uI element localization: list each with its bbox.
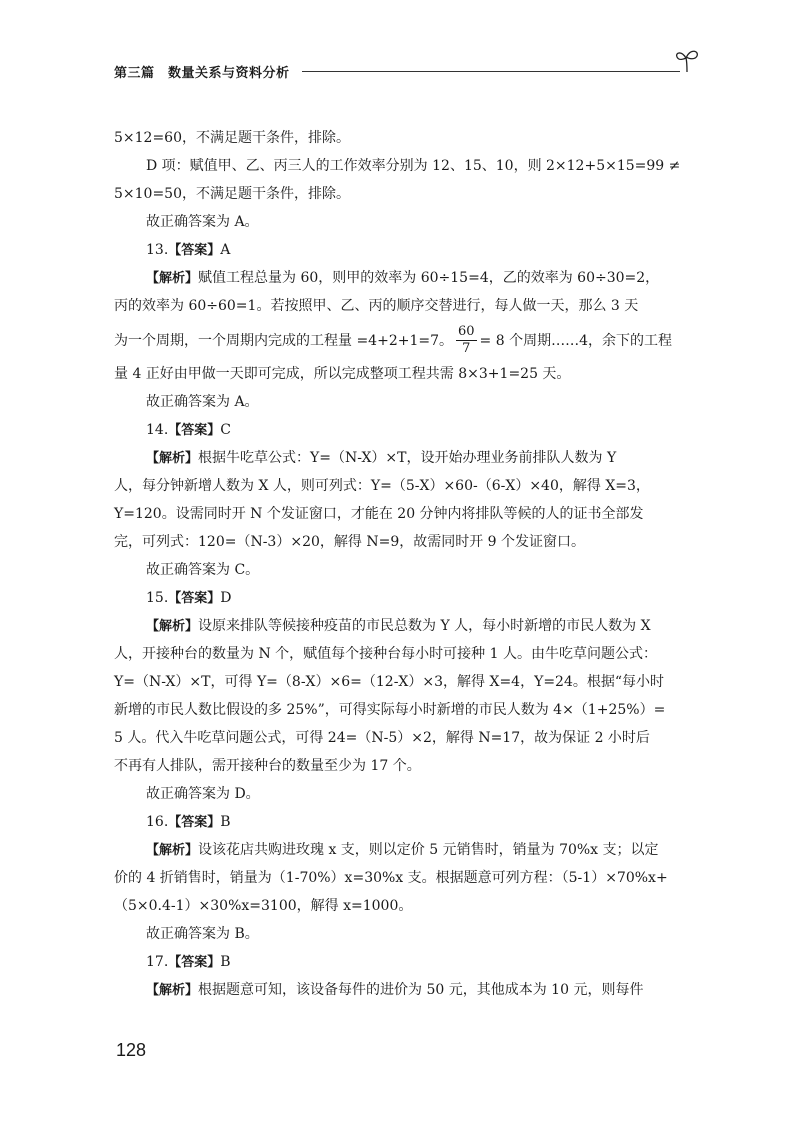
text-line: 5×10=50，不满足题干条件，排除。 [114, 186, 350, 202]
text-segment: = 8 个周期……4，余下的工程 [479, 333, 672, 349]
answer-value: C [220, 422, 231, 438]
section-title: 第三篇 数量关系与资料分析 [114, 66, 290, 81]
answer-tag: 【答案】 [168, 955, 221, 970]
text-line: 完，可列式：120=（N-3）×20，解得 N=9，故需同时开 9 个发证窗口。 [114, 534, 586, 550]
explanation-line [114, 264, 712, 292]
text-line: 新增的市民人数比假设的多 25%”，可得实际每小时新增的市民人数为 4×（1+25%）= [114, 702, 666, 718]
explanation-text: 设原来排队等候接种疫苗的市民总数为 Y 人，每小时新增的市民人数为 X [198, 618, 651, 634]
explanation-tag: 【解析】 [146, 983, 199, 998]
fraction-line [114, 320, 712, 360]
text-line: D 项：赋值甲、乙、丙三人的工作效率分别为 12、15、10，则 2×12+5×15=99 ≠ [146, 158, 681, 174]
question-number: 16. [146, 814, 169, 830]
conclusion-line: 故正确答案为 A。 [146, 394, 259, 410]
page-header [114, 58, 698, 88]
text-line: 人，开接种台的数量为 N 个，赋值每个接种台每小时可接种 1 人。由牛吃草问题公式： [114, 646, 657, 662]
answer-heading-13 [114, 236, 712, 264]
text-segment: 为一个周期，一个周期内完成的工程量 =4+2+1=7。 [114, 333, 453, 349]
conclusion-line: 故正确答案为 D。 [146, 786, 260, 802]
fraction-denominator: 7 [462, 340, 471, 356]
page-number: 128 [116, 1040, 147, 1060]
page-content [114, 124, 712, 1004]
answer-tag: 【答案】 [168, 815, 221, 830]
text-line: Y=120。设需同时开 N 个发证窗口，才能在 20 分钟内将排队等候的人的证书全部发 [114, 506, 644, 522]
question-number: 13. [146, 242, 169, 258]
answer-tag: 【答案】 [168, 423, 221, 438]
sprout-icon [672, 44, 702, 74]
answer-value: D [220, 590, 232, 606]
fraction [456, 324, 477, 357]
conclusion-line: 故正确答案为 B。 [146, 926, 259, 942]
explanation-tag: 【解析】 [146, 451, 199, 466]
explanation-line [114, 444, 712, 472]
answer-value: A [220, 242, 231, 258]
explanation-text: 赋值工程总量为 60，则甲的效率为 60÷15=4，乙的效率为 60÷30=2， [198, 270, 660, 286]
explanation-text: 设该花店共购进玫瑰 x 支，则以定价 5 元销售时，销量为 70%x 支；以定 [198, 842, 659, 858]
text-line: 丙的效率为 60÷60=1。若按照甲、乙、丙的顺序交替进行，每人做一天，那么 3 天 [114, 298, 639, 314]
answer-value: B [220, 954, 231, 970]
conclusion-line: 故正确答案为 C。 [146, 562, 260, 578]
fraction-numerator: 60 [458, 323, 475, 339]
header-rule [302, 71, 680, 72]
answer-tag: 【答案】 [168, 591, 221, 606]
answer-heading-16 [114, 808, 712, 836]
question-number: 14. [146, 422, 169, 438]
text-line: 5×12=60，不满足题干条件，排除。 [114, 130, 350, 146]
text-line: Y=（N-X）×T，可得 Y=（8-X）×6=（12-X）×3，解得 X=4，Y=24。根据“每小时 [114, 674, 665, 690]
answer-heading-15 [114, 584, 712, 612]
text-line: 5 人。代入牛吃草问题公式，可得 24=（N-5）×2，解得 N=17，故为保证 2 小时后 [114, 730, 650, 746]
explanation-tag: 【解析】 [146, 271, 199, 286]
text-line: 价的 4 折销售时，销量为（1-70%）x=30%x 支。根据题意可列方程：（5-1）×70%x+ [114, 870, 668, 886]
explanation-line [114, 976, 712, 1004]
explanation-text: 根据牛吃草公式：Y=（N-X）×T，设开始办理业务前排队人数为 Y [198, 450, 617, 466]
conclusion-line: 故正确答案为 A。 [146, 214, 259, 230]
answer-heading-17 [114, 948, 712, 976]
text-line: 量 4 正好由甲做一天即可完成，所以完成整项工程共需 8×3+1=25 天。 [114, 366, 571, 382]
question-number: 17. [146, 954, 169, 970]
explanation-line [114, 612, 712, 640]
answer-value: B [220, 814, 231, 830]
explanation-line [114, 836, 712, 864]
question-number: 15. [146, 590, 169, 606]
explanation-tag: 【解析】 [146, 619, 199, 634]
answer-heading-14 [114, 416, 712, 444]
answer-tag: 【答案】 [168, 243, 221, 258]
text-line: （5×0.4-1）×30%x=3100，解得 x=1000。 [114, 898, 413, 914]
explanation-text: 根据题意可知，该设备每件的进价为 50 元，其他成本为 10 元，则每件 [198, 982, 644, 998]
explanation-tag: 【解析】 [146, 843, 199, 858]
text-line: 人，每分钟新增人数为 X 人，则可列式：Y=（5-X）×60-（6-X）×40，解得 X=3， [114, 478, 650, 494]
text-line: 不再有人排队，需开接种台的数量至少为 17 个。 [114, 758, 421, 774]
